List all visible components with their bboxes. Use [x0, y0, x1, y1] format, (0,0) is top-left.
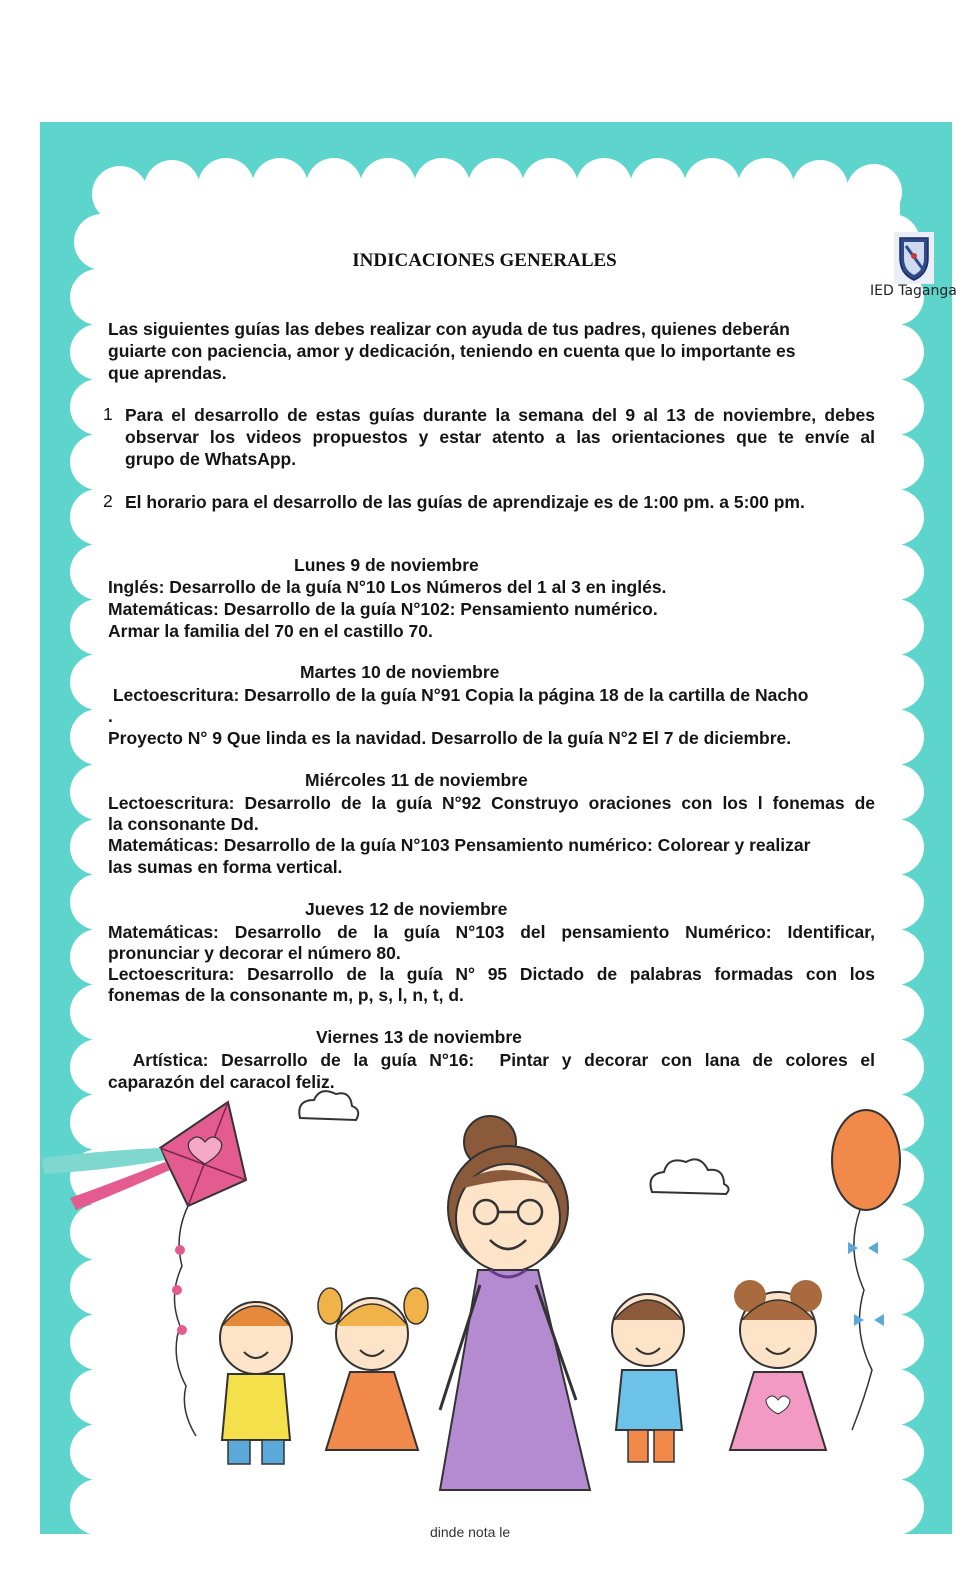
day-title: Viernes 13 de noviembre [316, 1027, 522, 1047]
child-figure [730, 1280, 826, 1450]
day-line: Lectoescritura: Desarrollo de la guía N°91 Copia la página 18 de la cartilla de Nacho [108, 685, 809, 705]
day-line: Matemáticas: Desarrollo de la guía N°103 Pensamiento numérico: Colorear y realizar [108, 835, 811, 855]
intro-line: guiarte con paciencia, amor y dedicación, teniendo en cuenta que lo importante es [108, 341, 796, 361]
kite-icon [42, 1102, 246, 1436]
day-line: las sumas en forma vertical. [108, 857, 343, 877]
child-figure [220, 1302, 292, 1464]
item-line: observar los videos propuestos y estar atento a las orientaciones que te envíe al [125, 427, 875, 447]
item-number: 1 [103, 404, 113, 424]
child-figure [612, 1294, 684, 1462]
day-title: Martes 10 de noviembre [300, 662, 500, 682]
item-line: El horario para el desarrollo de las guías de aprendizaje es de 1:00 pm. a 5:00 pm. [125, 492, 805, 512]
day-line: pronunciar y decorar el número 80. [108, 943, 401, 963]
day-title: Jueves 12 de noviembre [305, 899, 508, 919]
school-label: IED Taganga [870, 283, 957, 299]
day-line: Matemáticas: Desarrollo de la guía N°103 del pensamiento Numérico: Identificar, [108, 922, 875, 942]
school-shield-icon [894, 232, 934, 284]
day-line: Matemáticas: Desarrollo de la guía N°102: Pensamiento numérico. [108, 599, 658, 619]
teacher-figure [440, 1116, 590, 1490]
cloud-icon [299, 1091, 358, 1120]
page-title: INDICACIONES GENERALES [352, 250, 617, 271]
day-line: Artística: Desarrollo de la guía N°16: Pintar y decorar con lana de colores el [108, 1050, 875, 1070]
item-line: grupo de WhatsApp. [125, 449, 297, 469]
day-line: . [108, 706, 113, 726]
day-line: Lectoescritura: Desarrollo de la guía N°92 Construyo oraciones con los l fonemas de [108, 793, 875, 813]
child-figure [318, 1288, 428, 1450]
item-number: 2 [103, 491, 113, 511]
intro-line: que aprendas. [108, 363, 227, 383]
day-line: Inglés: Desarrollo de la guía N°10 Los Números del 1 al 3 en inglés. [108, 577, 667, 597]
footer-partial-text: dinde nota le [430, 1524, 511, 1540]
family-illustration [0, 1080, 969, 1520]
day-line: la consonante Dd. [108, 814, 259, 834]
day-line: Lectoescritura: Desarrollo de la guía N° 95 Dictado de palabras formadas con los [108, 964, 875, 984]
day-line: caparazón del caracol feliz. [108, 1072, 335, 1092]
day-title: Miércoles 11 de noviembre [305, 770, 528, 790]
day-line: Armar la familia del 70 en el castillo 70. [108, 621, 433, 641]
balloon-icon [832, 1110, 900, 1430]
item-line: Para el desarrollo de estas guías durante la semana del 9 al 13 de noviembre, debes [125, 405, 875, 425]
cloud-icon [651, 1159, 729, 1194]
day-line: Proyecto N° 9 Que linda es la navidad. Desarrollo de la guía N°2 El 7 de diciembre. [108, 728, 792, 748]
intro-line: Las siguientes guías las debes realizar con ayuda de tus padres, quienes deberán [108, 319, 790, 339]
day-title: Lunes 9 de noviembre [294, 555, 479, 575]
day-line: fonemas de la consonante m, p, s, l, n, t, d. [108, 985, 464, 1005]
